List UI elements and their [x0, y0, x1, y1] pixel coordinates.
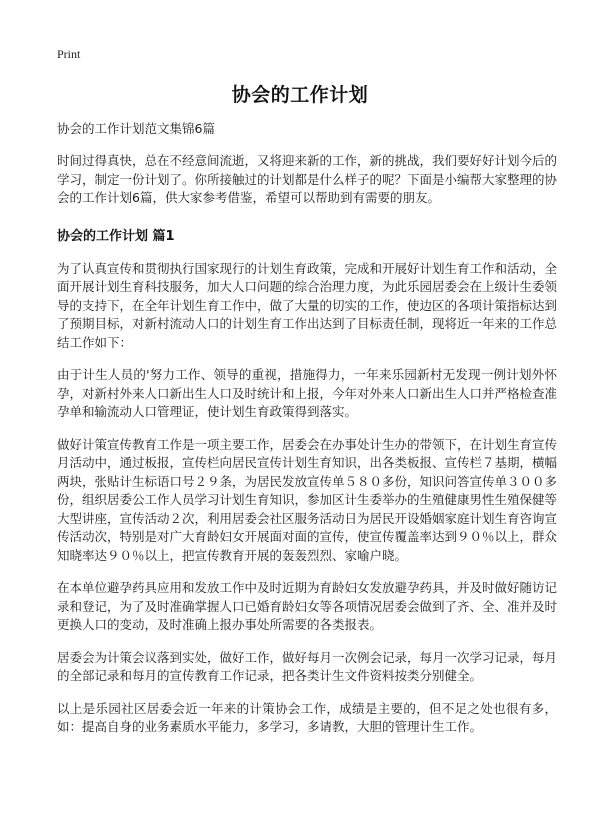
print-link[interactable]: Print — [57, 47, 81, 61]
body-paragraph-2: 由于计生人员的'努力工作、领导的重视，措施得力，一年来乐园新村无发现一例计划外怀孕，对新村外来人口新出生人口及时统计和上报，今年对外来人口新出生人口并严格检查准孕单和输流动人口管理证，使计划生育政策得到落实。 — [57, 367, 558, 419]
document-subtitle: 协会的工作计划范文集锦6篇 — [57, 121, 215, 136]
body-paragraph-1: 为了认真宣传和贯彻执行国家现行的计划生育政策，完成和开展好计划生育工作和活动，全面开展计划生育科技服务，加大人口问题的综合治理力度，为此乐园居委会在上级计生委领导的支持下，在全年计划生育工作中，做了大量的切实的工作，使边区的各项计策指标达到了预期目标，对新村流动人口的计划生育工作出达到了目标责任制，现将近一年来的工作总结工作如下： — [57, 260, 558, 350]
body-paragraph-4: 在本单位避孕药具应用和发放工作中及时近期为育龄妇女发放避孕药具，并及时做好随访记录和登记，为了及时准确掌握人口已婚育龄妇女等各项情况居委会做到了齐、全、准并及时更换人口的变动，及时准确上报办事处所需要的各类报表。 — [57, 580, 558, 632]
intro-paragraph: 时间过得真快，总在不经意间流逝，又将迎来新的工作，新的挑战，我们要好好计划今后的学习，制定一份计划了。你所接触过的计划都是什么样子的呢？下面是小编帮大家整理的协会的工作计划6篇，供大家参考借鉴，希望可以帮助到有需要的朋友。 — [57, 153, 558, 205]
body-paragraph-6: 以上是乐园社区居委会近一年来的计策协会工作，成绩是主要的，但不足之处也很有多，如：提高自身的业务素质水平能力，多学习，多请教，大胆的管理计生工作。 — [57, 700, 557, 734]
body-paragraph-3: 做好计策宣传教育工作是一项主要工作，居委会在办事处计生办的带领下，在计划生育宣传月活动中，通过板报，宣传栏向居民宣传计划生育知识，出各类板报、宣传栏７基期，横幅两块，张贴计生标语口号２９条，为居民发放宣传单５８０多份，知识问答宣传单３００多份，组织居委公工作人员学习计划生育知识，参加区计生委举办的生殖健康男性生殖保健等大型讲座，宣传活动２次，利用居委会社区服务活动日为居民开设婚姻家庭计划生育咨询宣传活动次，特别是对广大育龄妇女开展面对面的宣传，使宣传覆盖率达到９０％以上，群众知晓率达９０％以上，把宣传教育开展的轰轰烈烈、家喻户晓。 — [57, 436, 558, 563]
body-paragraph-5: 居委会为计策会议落到实处，做好工作，做好每月一次例会记录，每月一次学习记录，每月的全部记录和每月的宣传教育工作记录，把各类计生文件资料按类分别健全。 — [57, 649, 558, 683]
page-title: 协会的工作计划 — [231, 84, 369, 106]
section-heading: 协会的工作计划 篇1 — [57, 228, 175, 244]
document-body — [57, 120, 557, 751]
